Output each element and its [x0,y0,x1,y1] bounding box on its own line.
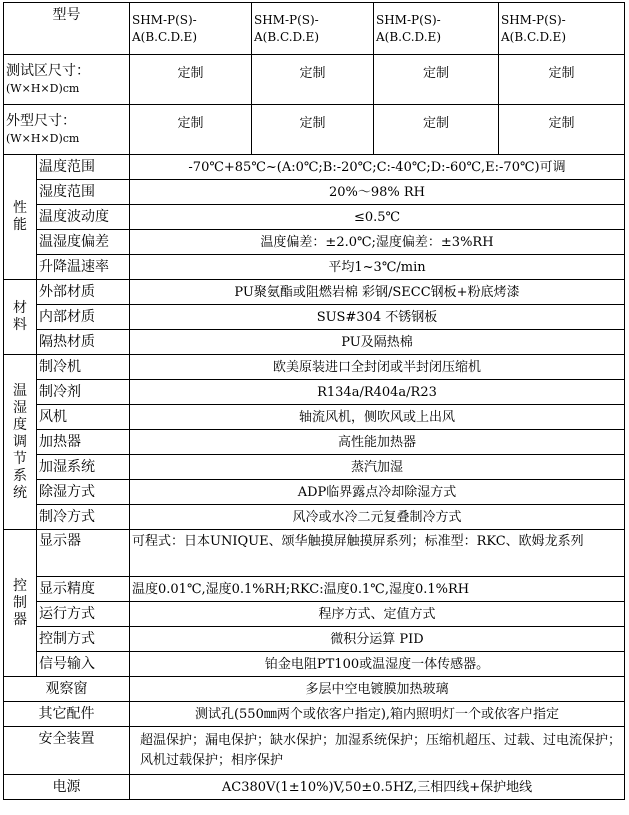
row-label: 运行方式 [37,602,130,627]
table-row [4,455,625,480]
spec-table [3,2,625,800]
test-size-value-3: 定制 [374,55,499,105]
row-value: 蒸汽加湿 [130,455,625,480]
test-size-label: 测试区尺寸： [6,62,90,79]
outer-size-value-2: 定制 [252,105,374,155]
row-value: R134a/R404a/R23 [130,380,625,405]
row-value: 温度偏差：±2.0℃;湿度偏差：±3%RH [130,230,625,255]
row-value: 测试孔(550㎜两个或依客户指定),箱内照明灯一个或依客户指定 [130,702,625,727]
row-label: 内部材质 [37,305,130,330]
model-row [4,3,625,55]
performance-group-label: 性 能 [4,155,37,280]
table-row [4,627,625,652]
table-row [4,430,625,455]
row-value: 铂金电阻PT100或温湿度一体传感器。 [130,652,625,677]
row-value: 程序方式、定值方式 [130,602,625,627]
outer-size-value-1: 定制 [130,105,252,155]
row-label: 制冷剂 [37,380,130,405]
table-row [4,727,625,775]
row-label: 隔热材质 [37,330,130,355]
test-size-value-2: 定制 [252,55,374,105]
model-label: 型号 [4,3,130,55]
table-row [4,255,625,280]
test-size-value-1: 定制 [130,55,252,105]
row-value: 可程式：日本UNIQUE、颂华触摸屏触摸屏系列；标准型：RKC、欧姆龙系列 [130,530,625,577]
row-label: 温度范围 [37,155,130,180]
test-size-row [4,55,625,105]
row-label: 显示精度 [37,577,130,602]
table-row [4,530,625,577]
row-value: AC380V(1±10%)V,50±0.5HZ,三相四线+保护地线 [130,775,625,800]
row-label: 升降温速率 [37,255,130,280]
table-row [4,405,625,430]
outer-size-value-3: 定制 [374,105,499,155]
row-label: 其它配件 [4,702,130,727]
row-value: 轴流风机，侧吹风或上出风 [130,405,625,430]
row-label: 加湿系统 [37,455,130,480]
table-row [4,280,625,305]
row-value: -70℃+85℃~(A:0℃;B:-20℃;C:-40℃;D:-60℃,E:-70℃)可调 [130,155,625,180]
table-row [4,355,625,380]
table-row [4,577,625,602]
materials-group-label: 材 料 [4,280,37,355]
row-label: 风机 [37,405,130,430]
test-size-header [4,55,130,105]
table-row [4,230,625,255]
row-value: 欧美原装进口全封闭或半封闭压缩机 [130,355,625,380]
row-value: 平均1~3℃/min [130,255,625,280]
model-cell-2: SHM-P(S)-A(B.C.D.E) [252,3,374,55]
table-row [4,205,625,230]
row-value: 超温保护；漏电保护；缺水保护；加湿系统保护；压缩机超压、过载、过电流保护；风机过载保护；相序保护 [130,727,625,775]
table-row [4,652,625,677]
row-value: 风冷或水冷二元复叠制冷方式 [130,505,625,530]
table-row [4,775,625,800]
row-label: 加热器 [37,430,130,455]
row-value: 微积分运算 PID [130,627,625,652]
row-label: 观察窗 [4,677,130,702]
regulation-group-label: 温 湿 度 调 节 系 统 [4,355,37,530]
row-value: SUS#304 不锈钢板 [130,305,625,330]
row-label: 制冷方式 [37,505,130,530]
row-label: 电源 [4,775,130,800]
table-row [4,305,625,330]
controller-group-label: 控 制 器 [4,530,37,677]
table-row [4,330,625,355]
row-value: 20%～98% RH [130,180,625,205]
outer-size-row [4,105,625,155]
table-row [4,480,625,505]
row-value: 温度0.01℃,湿度0.1%RH;RKC:温度0.1℃,湿度0.1%RH [130,577,625,602]
table-row [4,505,625,530]
row-label: 控制方式 [37,627,130,652]
row-label: 湿度范围 [37,180,130,205]
row-label: 温湿度偏差 [37,230,130,255]
row-label: 安全装置 [4,727,130,775]
model-cell-3: SHM-P(S)-A(B.C.D.E) [374,3,499,55]
outer-size-header [4,105,130,155]
outer-size-label: 外型尺寸： [6,112,76,129]
table-row [4,155,625,180]
table-row [4,702,625,727]
model-cell-1: SHM-P(S)-A(B.C.D.E) [130,3,252,55]
outer-size-unit: (W×H×D)cm [6,131,80,145]
test-size-value-4: 定制 [499,55,625,105]
row-value: ≤0.5℃ [130,205,625,230]
row-label: 温度波动度 [37,205,130,230]
table-row [4,677,625,702]
row-label: 信号输入 [37,652,130,677]
table-row [4,602,625,627]
model-cell-4: SHM-P(S)-A(B.C.D.E) [499,3,625,55]
row-value: ADP临界露点冷却除湿方式 [130,480,625,505]
test-size-unit: (W×H×D)cm [6,81,80,95]
row-label: 除湿方式 [37,480,130,505]
row-value: PU聚氨酯或阻燃岩棉 彩钢/SECC钢板+粉底烤漆 [130,280,625,305]
table-row [4,180,625,205]
row-label: 制冷机 [37,355,130,380]
row-value: PU及隔热棉 [130,330,625,355]
row-label: 显示器 [37,530,130,577]
row-value: 多层中空电镀膜加热玻璃 [130,677,625,702]
outer-size-value-4: 定制 [499,105,625,155]
row-value: 高性能加热器 [130,430,625,455]
row-label: 外部材质 [37,280,130,305]
table-row [4,380,625,405]
